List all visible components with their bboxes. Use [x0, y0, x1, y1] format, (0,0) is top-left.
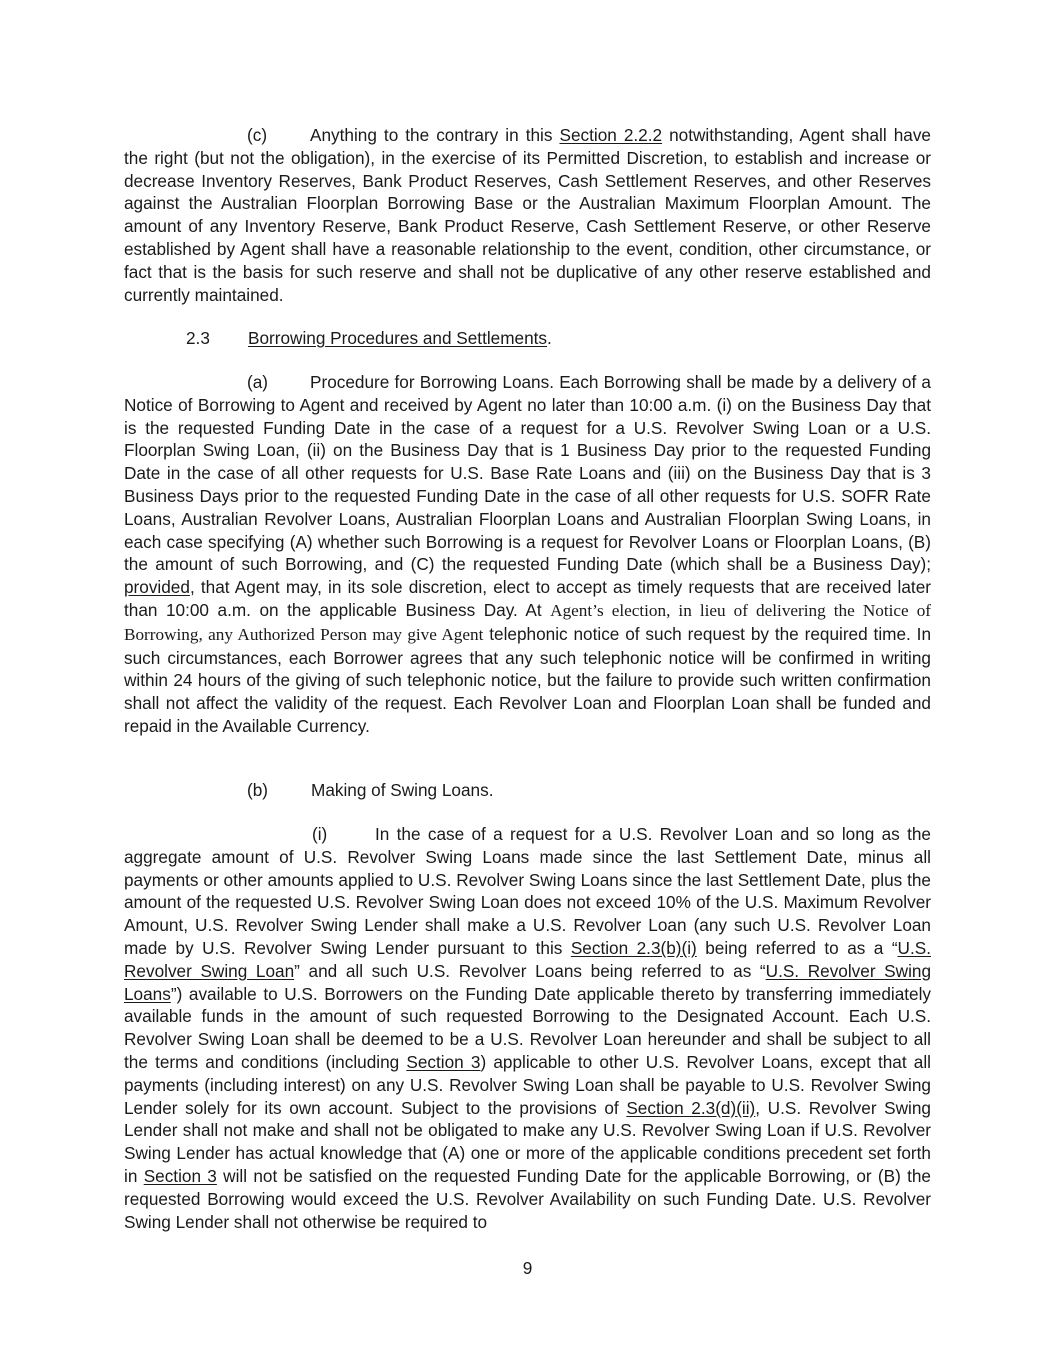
- section-3-link[interactable]: Section 3: [406, 1051, 481, 1072]
- section-2-3-b-i-link[interactable]: Section 2.3(b)(i): [570, 937, 697, 958]
- paragraph-i-label: (i): [312, 824, 328, 844]
- paragraph-b-title: Making of Swing Loans.: [311, 780, 494, 800]
- paragraph-a: (a) Procedure for Borrowing Loans. Each Borrowing shall be made by a delivery of a Notice of Borrowing to Agent and received by Agent no later than 10:00 a.m. (i) on the Business Day that is the requested Funding Date in the case of a request for a U.S. Revolver Swing Loan or a U.S. Floorplan Swing Loan, (ii) on the Business Day that is 1 Business Day prior to the requested Funding Date in the case of all other requests for U.S. Base Rate Loans and (iii) on the Business Day that is 3 Business Days prior to the requested Funding Date in the case of all other requests for U.S. SOFR Rate Loans, Australian Revolver Loans, Australian Floorplan Loans and Australian Floorplan Swing Loans, in each case specifying (A) whether such Borrowing is a request for Revolver Loans or Floorplan Loans, (B) the amount of such Borrowing, and (C) the requested Funding Date (which shall be a Business Day); provided, that Agent may, in its sole discretion, elect to accept as timely requests that are received later than 10:00 a.m. on the applicable Business Day. At Agent’s election, in lieu of delivering the Notice of Borrowing, any Authorized Person may give Agent telephonic notice of such request by the required time. In such circumstances, each Borrower agrees that any such telephonic notice will be confirmed in writing within 24 hours of the giving of such telephonic notice, but the failure to provide such written confirmation shall not affect the validity of the request. Each Revolver Loan and Floorplan Loan shall be funded and repaid in the Available Currency.: [124, 372, 932, 736]
- section-title: Borrowing Procedures and Settlements: [248, 328, 548, 348]
- section-3-link-2[interactable]: Section 3: [143, 1165, 217, 1186]
- provided-term: provided: [124, 577, 190, 598]
- paragraph-b-label: (b): [247, 780, 269, 800]
- section-number: 2.3: [186, 328, 210, 348]
- paragraph-b-heading: [247, 779, 493, 802]
- paragraph-a-label: (a): [247, 372, 269, 392]
- paragraph-c: (c) Anything to the contrary in this Section 2.2.2 notwithstanding, Agent shall have the right (but not the obligation), in the exercise of its Permitted Discretion, to establish and increase or decrease Inventory Reserves, Bank Product Reserves, Cash Settlement Reserves, and other Reserves against the Australian Floorplan Borrowing Base or the Australian Maximum Floorplan Amount. The amount of any Inventory Reserve, Bank Product Reserve, Cash Settlement Reserve, or other Reserve established by Agent shall have a reasonable relationship to the event, condition, other circumstance, or fact that is the basis for such reserve and shall not be duplicative of any other reserve established and currently maintained.: [124, 125, 931, 305]
- paragraph-c-label: (c): [247, 125, 268, 145]
- section-heading-2-3: 2.3 Borrowing Procedures and Settlements.: [186, 328, 552, 348]
- page-number: 9: [522, 1258, 533, 1278]
- paragraph-b-i: (i) In the case of a request for a U.S. Revolver Loan and so long as the aggregate amount of U.S. Revolver Swing Loans made since the last Settlement Date, minus all payments or other amounts applied to U.S. Revolver Swing Loans since the last Settlement Date, plus the amount of the requested U.S. Revolver Swing Loan does not exceed 10% of the U.S. Maximum Revolver Amount, U.S. Revolver Swing Lender shall make a U.S. Revolver Loan (any such U.S. Revolver Loan made by U.S. Revolver Swing Lender pursuant to this Section 2.3(b)(i) being referred to as a “U.S. Revolver Swing Loan” and all such U.S. Revolver Loans being referred to as “U.S. Revolver Swing Loans”) available to U.S. Borrowers on the Funding Date applicable thereto by transferring immediately available funds in the amount of such requested Borrowing to the Designated Account. Each U.S. Revolver Swing Loan shall be deemed to be a U.S. Revolver Loan hereunder and shall be subject to all the terms and conditions (including Section 3) applicable to other U.S. Revolver Loans, except that all payments (including interest) on any U.S. Revolver Swing Loan shall be payable to U.S. Revolver Swing Lender solely for its own account. Subject to the provisions of Section 2.3(d)(ii), U.S. Revolver Swing Lender shall not make and shall not be obligated to make any U.S. Revolver Swing Loan if U.S. Revolver Swing Lender has actual knowledge that (A) one or more of the applicable conditions precedent set forth in Section 3 will not be satisfied on the requested Funding Date for the applicable Borrowing, or (B) the requested Borrowing would exceed the U.S. Revolver Availability on such Funding Date. U.S. Revolver Swing Lender shall not otherwise be required to: [124, 824, 931, 1232]
- section-2-3-d-ii-link[interactable]: Section 2.3(d)(ii): [626, 1097, 756, 1118]
- section-2-2-2-link[interactable]: Section 2.2.2: [559, 125, 663, 145]
- defined-term-swing-loan: U.S. Revolver Swing Loan: [124, 937, 931, 981]
- defined-term-swing-loans: U.S. Revolver Swing Loans: [124, 960, 931, 1004]
